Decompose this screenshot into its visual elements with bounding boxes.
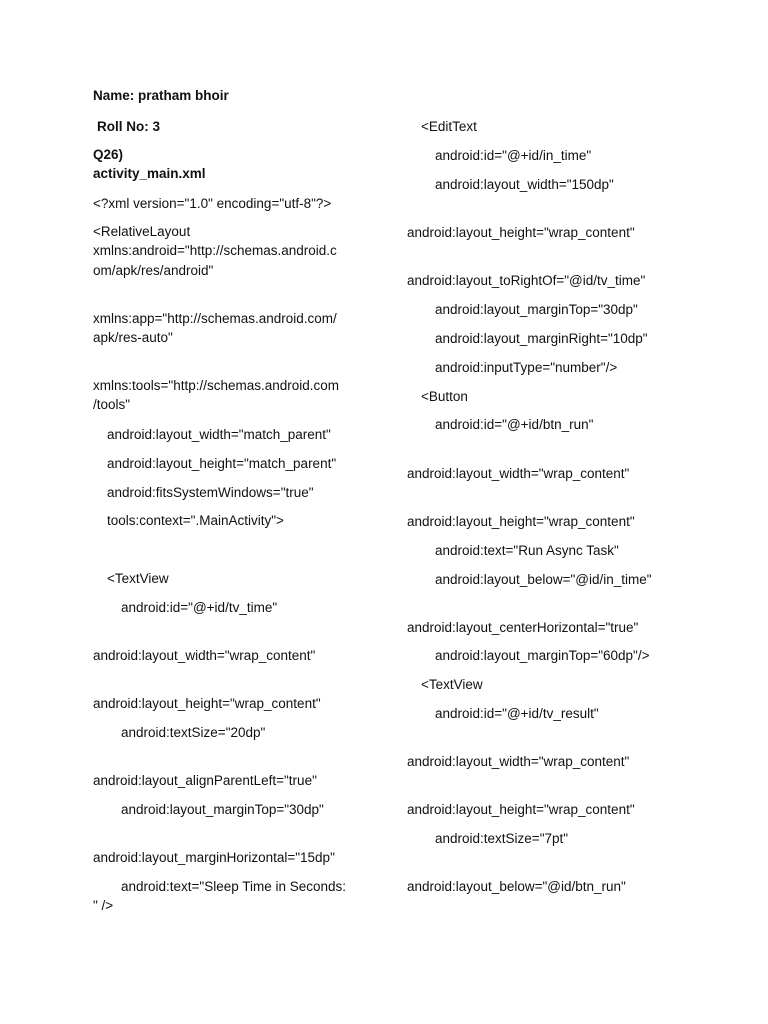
code-line: android:layout_below="@id/in_time" (435, 572, 652, 587)
code-line: <RelativeLayout (93, 224, 191, 239)
code-line: android:fitsSystemWindows="true" (107, 485, 314, 500)
code-line: xmlns:app="http://schemas.android.com/ (93, 311, 337, 326)
code-line: android:layout_width="wrap_content" (93, 648, 316, 663)
code-line: android:layout_height="wrap_content" (407, 225, 635, 240)
code-line: android:textSize="20dp" (121, 725, 266, 740)
code-line: android:layout_width="wrap_content" (407, 466, 630, 481)
code-line: android:layout_below="@id/btn_run" (407, 879, 626, 894)
code-line: android:layout_marginTop="30dp" (121, 802, 324, 817)
code-line: android:id="@+id/tv_time" (121, 600, 278, 615)
code-line: android:layout_height="wrap_content" (407, 802, 635, 817)
code-line: android:id="@+id/tv_result" (435, 706, 599, 721)
code-line: android:layout_height="match_parent" (107, 456, 337, 471)
code-line: android:layout_marginRight="10dp" (435, 331, 648, 346)
question-number: Q26) (93, 147, 124, 162)
code-line: android:layout_toRightOf="@id/tv_time" (407, 273, 646, 288)
code-line: /tools" (93, 397, 131, 412)
roll-number: Roll No: 3 (97, 119, 160, 134)
code-line: android:layout_height="wrap_content" (407, 514, 635, 529)
code-line: om/apk/res/android" (93, 263, 214, 278)
code-line: android:layout_width="150dp" (435, 177, 614, 192)
code-line: <TextView (421, 677, 483, 692)
code-line: android:text="Run Async Task" (435, 543, 619, 558)
file-name: activity_main.xml (93, 166, 206, 181)
code-line: xmlns:tools="http://schemas.android.com (93, 378, 340, 393)
code-line: " /> (93, 898, 114, 913)
code-line: android:layout_width="wrap_content" (407, 754, 630, 769)
code-line: android:layout_height="wrap_content" (93, 696, 321, 711)
student-name: Name: pratham bhoir (93, 88, 229, 103)
code-line: <Button (421, 389, 468, 404)
code-line: xmlns:android="http://schemas.android.c (93, 243, 337, 258)
code-line: android:layout_marginTop="60dp"/> (435, 648, 650, 663)
code-line: android:layout_alignParentLeft="true" (93, 773, 317, 788)
code-line: <?xml version="1.0" encoding="utf-8"?> (93, 196, 332, 211)
code-line: android:layout_centerHorizontal="true" (407, 620, 639, 635)
code-line: android:layout_width="match_parent" (107, 427, 331, 442)
code-line: android:layout_marginTop="30dp" (435, 302, 638, 317)
code-line: android:textSize="7pt" (435, 831, 569, 846)
code-line: <TextView (107, 571, 169, 586)
code-line: apk/res-auto" (93, 330, 173, 345)
code-line: tools:context=".MainActivity"> (107, 513, 284, 528)
code-line: <EditText (421, 119, 477, 134)
code-line: android:id="@+id/in_time" (435, 148, 592, 163)
code-line: android:layout_marginHorizontal="15dp" (93, 850, 335, 865)
code-line: android:id="@+id/btn_run" (435, 417, 594, 432)
code-line: android:text="Sleep Time in Seconds: (121, 879, 347, 894)
code-line: android:inputType="number"/> (435, 360, 618, 375)
